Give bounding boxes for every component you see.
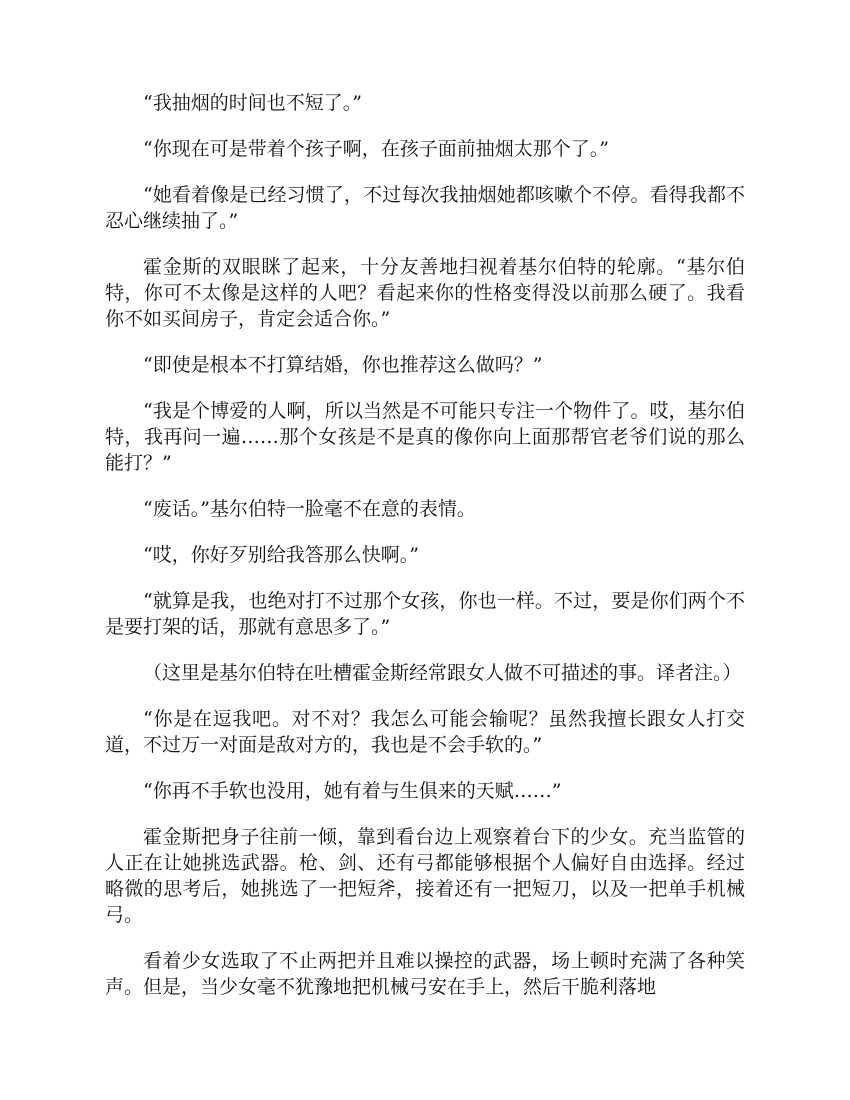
paragraph-9: “就算是我，也绝对打不过那个女孩，你也一样。不过，要是你们两个不是要打架的话，那就有意思多了。” (105, 590, 745, 638)
paragraph-13: 霍金斯把身子往前一倾，靠到看台边上观察着台下的少女。充当监管的人正在让她挑选武器。枪、剑、还有弓都能够根据个人偏好自由选择。经过略微的思考后，她挑选了一把短斧，接着还有一把短刀，以及一把单手机械弓。 (105, 826, 745, 926)
paragraph-3: “她看着像是已经习惯了，不过每次我抽烟她都咳嗽个不停。看得我都不忍心继续抽了。” (105, 184, 745, 232)
paragraph-7: “废话。”基尔伯特一脸毫不在意的表情。 (143, 498, 476, 520)
paragraph-6: “我是个博爱的人啊，所以当然是不可能只专注一个物件了。哎，基尔伯特，我再问一遍……那个女孩是不是真的像你向上面那帮官老爷们说的那么能打？” (105, 400, 745, 474)
paragraph-1: “我抽烟的时间也不短了。” (143, 92, 362, 114)
paragraph-11: “你是在逗我吧。对不对？我怎么可能会输呢？虽然我擅长跟女人打交道，不过万一对面是敌对方的，我也是不会手软的。” (105, 708, 745, 756)
paragraph-4: 霍金斯的双眼眯了起来，十分友善地扫视着基尔伯特的轮廓。“基尔伯特，你可不太像是这样的人吧？看起来你的性格变得没以前那么硬了。我看你不如买间房子，肯定会适合你。” (105, 256, 745, 330)
paragraph-8: “哎，你好歹别给我答那么快啊。” (143, 544, 419, 566)
paragraph-14: 看着少女选取了不止两把并且难以操控的武器，场上顿时充满了各种笑声。但是，当少女毫不犹豫地把机械弓安在手上，然后干脆利落地 (105, 950, 745, 998)
paragraph-12: “你再不手软也没用，她有着与生俱来的天赋……” (143, 780, 562, 802)
paragraph-5: “即使是根本不打算结婚，你也推荐这么做吗？” (143, 354, 543, 376)
paragraph-2: “你现在可是带着个孩子啊，在孩子面前抽烟太那个了。” (143, 138, 609, 160)
body-text (105, 90, 745, 1020)
translator-note: （这里是基尔伯特在吐槽霍金斯经常跟女人做不可描述的事。译者注。） (143, 662, 742, 684)
